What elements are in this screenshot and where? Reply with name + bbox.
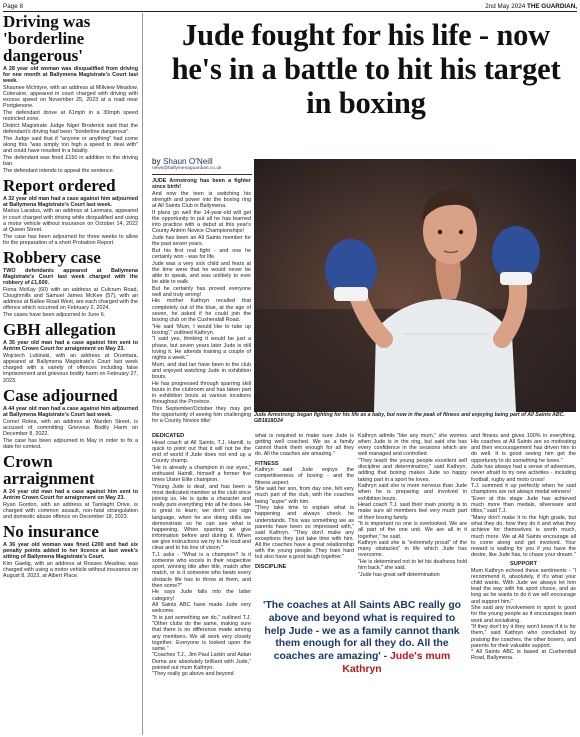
story-paragraph: She said any involvement in sport is good for the young people as it encourages team work and socialising.	[471, 605, 576, 624]
story-paragraph: Jude has been an All Saints member for the past seven years.	[152, 234, 251, 248]
news-brief	[3, 177, 138, 246]
story-paragraph: "They teach the young people excellent self discipline and determination," said Kathryn, adding that boxing makes Jude so happy taking part in a sport he loves.	[358, 458, 467, 483]
boxer-photo-illustration	[254, 159, 576, 412]
pull-quote-attribution: Jude's mum Kathryn	[342, 651, 451, 675]
byline-email: news@ballymenaguardian.co.uk	[152, 166, 222, 171]
story-paragraph: "He is determined not to let his deafness hold him back," she said.	[358, 559, 467, 572]
brief-paragraph: Kim Gaetig, with an address at Rosses Meadow, was charged with using a motor vehicle without insurance on August 8, 2023, at Albert Place.	[3, 561, 138, 580]
story-paragraph: T.J. asks - "What is a champion? Is it someone who excels in their respective sport, winning title after title, match after match, or is it someone who beats every obstacle life has to throw at them, and then some?"	[152, 551, 251, 589]
story-paragraph: Mum Kathryn echoed these sentiments - "I recommend it, absolutely, if it's what your child wants. With Jude we always let him lead the way with his sport choice, and as long as he wants to do it we will encourage and support him."	[471, 567, 576, 605]
story-paragraph: and fitness and gives 100% in everything. His coaches at All Saints are so motivating and their encouragement has driven him to do well. It is good seeing him get the opportunity to do something he loves."	[471, 433, 576, 464]
brief-paragraph: The defendant was fined £150 in addition to the driving ban.	[3, 154, 138, 167]
byline-prefix: by	[152, 157, 161, 166]
story-paragraph: Jude has always had a sense of adventure, never afraid to try new activities - including football, rugby and moto cross!	[471, 464, 576, 483]
brief-body	[3, 340, 138, 384]
main-headline: Jude fought for his life - now he's in a battle to hit his target in boxing	[171, 18, 561, 120]
story-paragraph: Head coach at All Saints, T.J. Hamill, is quick to point out that it will not be the end of world if Jude does not end up a County champ.	[152, 439, 251, 465]
brief-lead: A 36 year old woman was fined £200 and had six penalty points added to her licence at last week's sitting of Ballymena Magistrate's Court.	[3, 542, 138, 561]
story-paragraph: "He is already a champion in our eyes," enthused Hamill, himself a former five times Ulster Elite champion.	[152, 464, 251, 484]
story-paragraph: He says Jude falls into the latter category!	[152, 589, 251, 602]
story-paragraph: Kathryn admits "like any mum," she worries when Jude is in the ring, but said she has every confidence in the sessions which are well managed and controlled.	[358, 433, 467, 458]
story-paragraph: what is required to make sure Jude is getting well coached. We as a family cannot thank them enough for all they do. All the coaches are amazing."	[255, 433, 354, 458]
brief-lead: TWO defendants appeared at Ballymena Magistrate's Court last week charged with the robbery of £1,600.	[3, 267, 138, 287]
brief-paragraph: The case has been adjourned to May in order to fix a date for contest.	[3, 437, 138, 450]
story-paragraph: "Jude has great self determination	[358, 571, 440, 578]
story-paragraph: "It is important no one is overlooked. We are all part of the one unit. We are all in it together," he said.	[358, 521, 467, 540]
story-paragraph: "He said 'Mum, I would like to take up boxing'," outlined Kathryn.	[152, 323, 251, 336]
pull-quote-text: 'The coaches at All Saints ABC really go above and beyond what is required to help Jude - we as a family cannot thank them enough for all they do. All the coaches are amazing' -	[262, 600, 462, 663]
col2-paragraphs	[152, 440, 251, 678]
story-paragraph: "They take time to explain what is happening and always check he understands. This was something we as parents have been so impressed with," said Kathryn. "They don't make any exceptions they just take time with him. All the coaches have a great relationship with the young people. They train hard but also have a good laugh together."	[255, 505, 354, 561]
news-brief	[3, 249, 138, 318]
brief-paragraph: Ryan Gordon, with an address at Tamlaght Drive, is charged with common assault, non-fatal strangulation and domestic abuse offence on December 18, 2023.	[3, 501, 138, 520]
story-paragraph: Kathryn said Jude enjoys the competitiveness of boxing - and the fitness aspect.	[255, 467, 354, 486]
page-number: Page 8	[3, 3, 23, 10]
story-column-2	[152, 433, 251, 735]
news-brief	[3, 13, 138, 174]
brief-headline: Driving was 'borderline dangerous'	[3, 12, 91, 65]
brief-paragraph: The case has been adjourned for three weeks to allow for the preparation of a short Probation Report.	[3, 233, 138, 246]
brief-lead: A 35 year old man had a case against him sent to Antrim Crown Court for arraignment on May 23.	[3, 340, 138, 353]
brief-lead: A 44 year old man had a case against him adjourned at Ballymena Magistrate's Court last week.	[3, 405, 138, 418]
story-paragraph: His mother Kathryn recalled that completely out of the blue, at the age of seven, he asked if he could join the boxing club on the Cushendall Road.	[152, 298, 251, 323]
col3-paragraphs-2	[255, 467, 354, 560]
news-brief	[3, 453, 138, 520]
brief-paragraph: Wojciech Lubinski, with an address at Drumtara, appeared at Ballymena Magistrate's Court last week charged with a variety of offences including false imprisonment and grievous bodily harm on February 27, 2023.	[3, 352, 138, 384]
brief-paragraph: Fiona McKay (60) with an address at Culcrum Road, Cloughmills and Samuel James McKee (57), with an address at Ballee Road West, are each charged with the offence which occurred on February 2, 2024.	[3, 286, 138, 312]
byline-rule	[152, 174, 252, 175]
story-paragraph: Kathryn said she is "extremely proud" of the many obstacles" in life which Jude has overcome.	[358, 540, 467, 559]
brief-paragraph: Marius Lacatus, with an address at Lanmara, appeared in court charged with driving while disqualified and using a motor vehicle without insurance on October 14, 2022 at Queen Street.	[3, 208, 138, 233]
story-paragraph: "Coaches T.J., Jim Paul Larkin and Aidan Dorna are absolutely brilliant with Jude," pointed out mum Kathryn.	[152, 652, 251, 671]
sidebar-stories	[3, 13, 138, 580]
issue-date: 2nd May 2024	[485, 3, 526, 10]
story-paragraph: "Young Jude is deaf, and has been a most dedicated member at the club since joining us. He is quite a character and really puts everything into all he does. He is great to learn; we don't use sign language, when he are doing drills we demonstrate so he can see what is happening. When sparring we give information before and during it. When we give instructions we try to be loud and clear and to his line of vision."	[152, 483, 251, 552]
news-brief	[3, 321, 138, 384]
byline-name: Shaun O'Neill	[162, 157, 213, 166]
brief-lead: A 28 year old woman was disqualified from driving for one month at Ballymena Magistrate's Court last week.	[3, 66, 138, 85]
story-paragraph: And now the teen is switching his strength and power into the boxing ring at All Saints Club in Ballymena.	[152, 190, 251, 210]
brief-headline: GBH allegation	[3, 320, 116, 340]
header-date	[485, 2, 577, 11]
story-paragraph: But he certainly has proved everyone well and truly wrong!	[152, 285, 251, 298]
brief-headline: No insurance	[3, 522, 99, 542]
story-column-5	[471, 433, 576, 735]
story-column-4	[358, 433, 467, 593]
subhead-support: SUPPORT	[509, 561, 538, 568]
story-paragraph: All Saints ABC have made Jude very welcome.	[152, 602, 251, 615]
subhead-fitness: FITNESS	[255, 460, 279, 467]
brief-paragraph: The cases have been adjourned to June 6.	[3, 312, 106, 318]
story-paragraph: "Many don't make it to the high grade, but what they do, how they do it and what they achieve for themselves is worth much, much more. We at All Saints encourage all to come along and get involved. Your reward is waiting for you if you have the desire, like Jude has, to chase your dream."	[471, 515, 576, 558]
story-paragraph: Kathryn said she is more nervous than Jude when he is preparing and involved in exhibition bouts.	[358, 483, 467, 502]
brief-paragraph: The Judge said that if "anyone or anything" had come along this "was simply too high a speed to deal with" and could have resulted in a fatality.	[3, 135, 138, 155]
story-paragraph: But his first real fight - and one he certainly won - was for life.	[152, 247, 251, 260]
brief-headline: Robbery case	[3, 247, 101, 267]
col5-paragraphs-2	[471, 568, 576, 662]
story-paragraph: He has progressed through sparring skill bouts in the clubroom and has taken part in exhibition bouts at various locations throughout the Province.	[152, 380, 251, 405]
brief-body	[3, 66, 138, 174]
story-paragraph: Mum, and dad Ian have been to the club and enjoyed watching Jude in exhibition bouts.	[152, 361, 251, 380]
brief-lead: A 24 year old man had a case against him sent to Antrim Crown Court for arraignment on May 23.	[3, 488, 138, 501]
brief-body	[3, 268, 138, 318]
brief-body	[3, 542, 138, 579]
story-paragraph: * All Saints ABC is based at Cushendall Road, Ballymena.	[471, 649, 576, 662]
col1-paragraphs	[152, 191, 251, 424]
story-paragraph: "Even at this stage Jude has achieved much more than medals, silverware and titles," said T.J.	[471, 496, 576, 515]
brief-paragraph: District Magistrate Judge Nigel Broderick said that the defendant's driving had been "borderline dangerous".	[3, 122, 138, 136]
story-column-3	[255, 433, 354, 593]
col3-paragraphs	[255, 433, 354, 458]
subhead-discipline: DISCIPLINE	[255, 563, 287, 570]
story-paragraph: She said her son, from day one, felt very much part of the club, with the coaches being "super" with him.	[255, 486, 354, 505]
story-column-1	[152, 178, 251, 424]
story-paragraph: "They really go above and beyond	[152, 671, 234, 678]
col4-paragraphs	[358, 433, 467, 578]
brief-headline: Report ordered	[3, 175, 116, 195]
brief-body	[3, 196, 138, 246]
story-paragraph: T.J. summed it up perfectly when he said champions are not always medal winners!	[471, 483, 576, 496]
photo-caption: Jude Armstrong: began fighting for his life as a baby, but now in the peak of fitness and enjoying being part of All Saints ABC. GB1818D24	[254, 412, 565, 425]
story-paragraph: Jude was a very sick child and fears at the time were that he would never be able to speak, and was unlikely to ever be able to walk.	[152, 260, 251, 285]
brief-paragraph: The defendant drove at 61mph in a 30mph speed restricted zone.	[3, 110, 138, 123]
story-paragraph: This September/October they may get the opportunity of seeing him challenging for a County Novice title!	[152, 405, 251, 424]
story-paragraph: "It is just something we do," outlined T.J. "Other clubs do the same, making sure that there is no difference made among any members. We all work very closely together. Everyone is looked upon the same."	[152, 615, 251, 652]
brief-paragraph: The defendant intends to appeal the sentence.	[3, 167, 115, 174]
subhead-dedicated: DEDICATED	[152, 433, 185, 439]
pull-quote	[262, 600, 462, 677]
brief-headline: Case adjourned	[3, 385, 118, 405]
story-paragraph: If plans go well the 14-year-old will get the opportunity to put all he has learned into practice with a debut at this year's County Antrim Novice Championships!	[152, 209, 251, 235]
col5-paragraphs	[471, 433, 576, 558]
story-paragraph: Head coach T.J. said their main priority is to make sure all members feel very much part of their boxing family.	[358, 502, 467, 521]
story-lead: JUDE Armstrong has been a fighter since birth!	[152, 178, 251, 191]
story-paragraph: "If they don't try it they won't know if it is for them," said Kathryn who concluded by praising the coaches, the other boxers, and parents for their valuable support.	[471, 624, 576, 649]
sidebar	[3, 13, 143, 735]
brief-body	[3, 406, 138, 450]
boxing-photo	[254, 159, 576, 412]
brief-lead: A 32 year old man had a case against him adjourned at Ballymena Magistrate's Court last week.	[3, 195, 138, 208]
brief-paragraph: Shaunee McIntyre, with an address at Millview Meadow, Coleraine, appeared in court charged with driving with excess speed on November 25, 2023 at a road near Portglenone.	[3, 84, 138, 110]
brief-headline: Crown arraignment	[3, 451, 95, 488]
brief-body	[3, 489, 138, 520]
brief-paragraph: Cornel Rotea, with an address at Warden Street, is accused of committing Grievous Bodily Harm on December 8, 2022.	[3, 418, 138, 437]
story-paragraph: "I said yes, thinking it would be just a phase, but seven years later Jude is still loving it. He attends training a couple of nights a week."	[152, 336, 251, 361]
paper-name: THE GUARDIAN,	[526, 3, 577, 10]
news-brief	[3, 523, 138, 579]
news-brief	[3, 387, 138, 450]
